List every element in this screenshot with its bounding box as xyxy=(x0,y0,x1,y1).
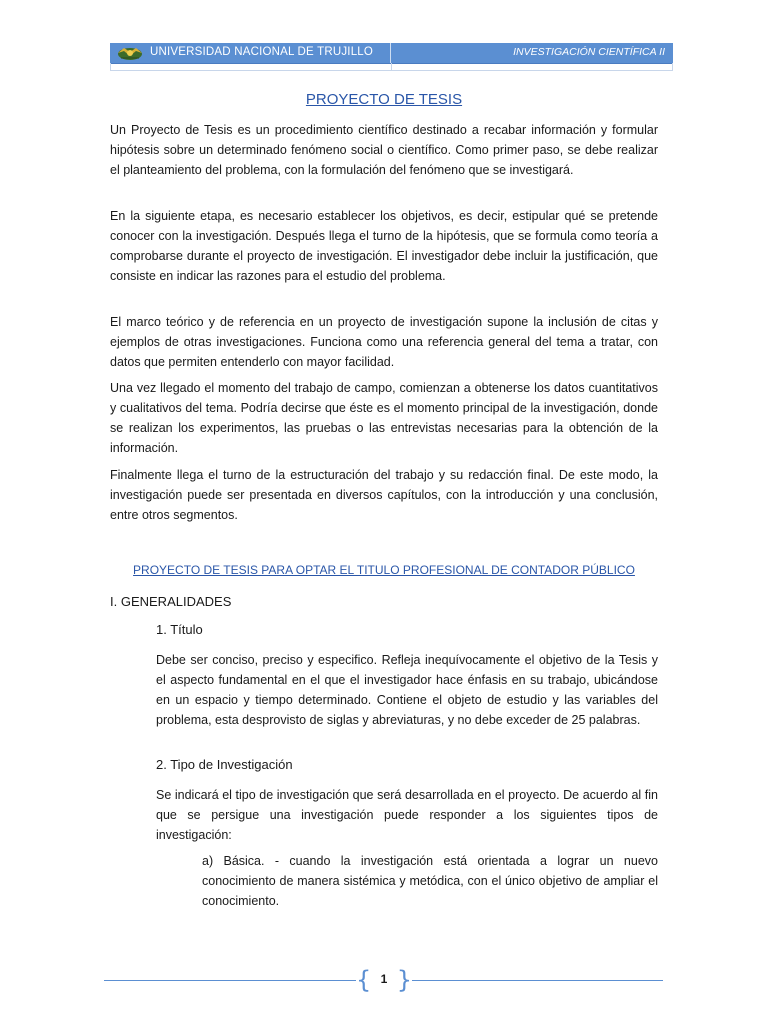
header-bar xyxy=(110,43,673,64)
paragraph-5: Finalmente llega el turno de la estructuración del trabajo y su redacción final. De este modo, la investigación puede ser presentada en diversos capítulos, con la introducción y una conclusión, entre otros segmentos. xyxy=(110,468,658,522)
right-brace-icon: } xyxy=(396,966,412,994)
paragraph-3: El marco teórico y de referencia en un proyecto de investigación supone la inclusión de citas y ejemplos de otras investigaciones. Funciona como una referencia general del tema a tratar, con datos que permiten entenderlo con mayor facilidad. xyxy=(110,315,658,369)
header-divider xyxy=(390,43,391,63)
page-title: PROYECTO DE TESIS xyxy=(305,91,463,108)
section-heading-generalidades: I. GENERALIDADES xyxy=(110,594,232,609)
section-subtitle: PROYECTO DE TESIS PARA OPTAR EL TITULO PROFESIONAL DE CONTADOR PÚBLICO xyxy=(133,563,635,577)
header-underline xyxy=(110,63,673,71)
header-university-name: UNIVERSIDAD NACIONAL DE TRUJILLO xyxy=(150,46,374,58)
page-header xyxy=(110,43,673,71)
paragraph-4: Una vez llegado el momento del trabajo de campo, comienzan a obtenerse los datos cuantitativos y cualitativos del tema. Podría decirse que éste es el momento principal de la investigación, donde se realizan los experimentos, las pruebas o las entrevistas necesarias para la obtención de la información. xyxy=(110,381,658,455)
page-number: 1 xyxy=(380,972,388,986)
heading-titulo: 1. Título xyxy=(156,622,203,637)
left-brace-icon: { xyxy=(356,966,372,994)
header-course-name: INVESTIGACIÓN CIENTÍFICA II xyxy=(513,46,665,58)
footer-page-number-box xyxy=(356,966,412,994)
paragraph-2: En la siguiente etapa, es necesario establecer los objetivos, es decir, estipular qué se pretende conocer con la investigación. Después llega el turno de la hipótesis, que se formula como teoría a comprobarse durante el proyecto de investigación. El investigador debe incluir la justificación, que consiste en indicar las razones para el estudio del problema. xyxy=(110,209,658,283)
heading-tipo-investigacion: 2. Tipo de Investigación xyxy=(156,757,293,772)
paragraph-titulo: Debe ser conciso, preciso y especifico. Refleja inequívocamente el objetivo de la Tesis y el aspecto fundamental en el que el investigador hace énfasis en su trabajo, ubicándose en un espacio y tiempo determinado. Contiene el objeto de estudio y las variables del problema, esta desprovisto de siglas y abreviaturas, y no debe exceder de 25 palabras. xyxy=(156,653,658,727)
paragraph-basica: a) Básica. - cuando la investigación está orientada a lograr un nuevo conocimiento de manera sistémica y metódica, con el único objetivo de ampliar el conocimiento. xyxy=(202,854,658,908)
paragraph-tipo-investigacion: Se indicará el tipo de investigación que será desarrollada en el proyecto. De acuerdo al fin que se persigue una investigación puede responder a los siguientes tipos de investigación: xyxy=(156,788,658,842)
university-logo-icon xyxy=(116,44,144,62)
paragraph-1: Un Proyecto de Tesis es un procedimiento científico destinado a recabar información y formular hipótesis sobre un determinado fenómeno social o científico. Como primer paso, se debe realizar el planteamiento del problema, con la formulación del fenómeno que se investigará. xyxy=(110,123,658,177)
